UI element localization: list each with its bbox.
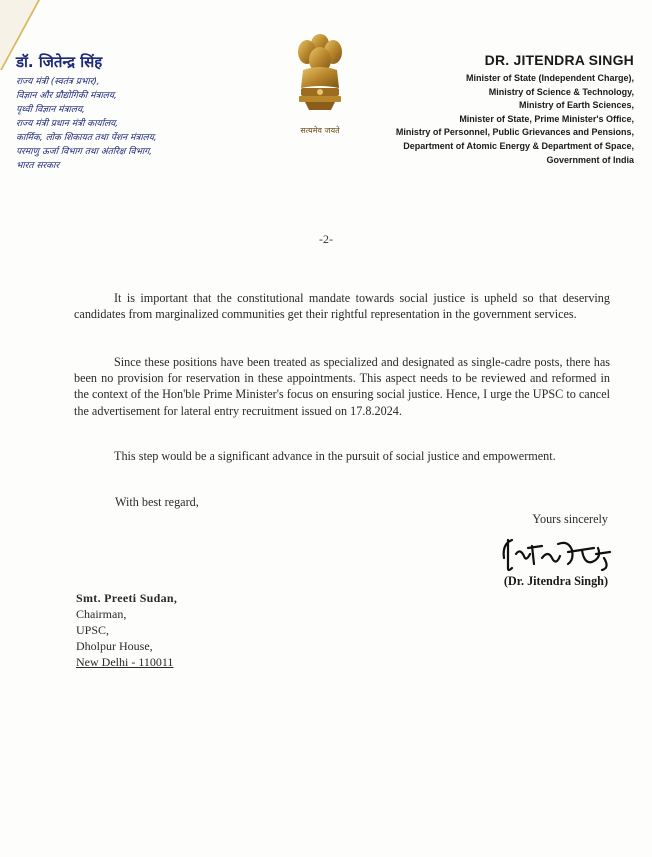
regards-line: With best regard, [115,495,199,509]
paragraph-text: It is important that the constitutional mandate towards social justice is upheld so that deserving candidates from marginalized communities get their rightful representation in the government services. [74,291,610,322]
closing-salutation: Yours sincerely [532,512,608,526]
hindi-designation-line: भारत सरकार [15,161,60,171]
english-designation-line: Minister of State, Prime Minister's Office, [459,113,634,124]
addressee-name: Smt. Preeti Sudan, [76,591,178,605]
signatory-name: (Dr. Jitendra Singh) [503,574,608,588]
english-designation-line: Minister of State (Independent Charge), [465,73,634,83]
hindi-designation-line: परमाणु ऊर्जा विभाग तथा अंतरिक्ष विभाग, [15,147,153,157]
body-paragraph [74,448,610,464]
english-letterhead [334,52,634,167]
addressee-line: Dholpur House, [76,639,153,653]
hindi-designation-line: राज्य मंत्री (स्वतंत्र प्रभार), [15,77,100,87]
addressee-city: New Delhi - 110011 [76,655,174,669]
hindi-designation-line: विज्ञान और प्रौद्योगिकी मंत्रालय, [15,91,118,101]
english-designation-line: Department of Atomic Energy & Department of Space, [403,140,634,151]
body-paragraph [74,354,610,419]
english-minister-name: DR. JITENDRA SINGH [484,52,634,68]
body-paragraph [74,290,610,322]
hindi-minister-name: डॉ. जितेन्द्र सिंह [16,53,103,71]
english-designation-line: Ministry of Science & Technology, [488,86,634,97]
addressee-line: UPSC, [76,623,110,637]
handwritten-signature [498,528,618,578]
paragraph-text: This step would be a significant advance in the pursuit of social justice and empowerment. [114,449,556,463]
hindi-designation-line: राज्य मंत्री प्रधान मंत्री कार्यालय, [15,119,119,129]
english-designation-line: Ministry of Personnel, Public Grievances and Pensions, [395,127,634,138]
paragraph-text: Since these positions have been treated as specialized and designated as single-cadre posts, there has been no provision for reservation in these appointments. This aspect needs to be reviewed and reformed in the context of the Hon'ble Prime Minister's focus on ensuring social justice. Hence, I urge the UPSC to cancel the advertisement for lateral entry recruitment issued on 17.8.2024. [74,355,610,418]
page-number: -2- [319,232,333,246]
english-designation-line: Government of India [546,154,634,165]
hindi-designation-line: कार्मिक, लोक शिकायत तथा पेंशन मंत्रालय, [15,133,158,143]
addressee-line: Chairman, [76,607,127,621]
english-designation-line: Ministry of Earth Sciences, [518,100,634,111]
hindi-letterhead [16,52,216,173]
emblem-motto: सत्यमेव जयते [300,126,340,135]
addressee-block [76,590,177,670]
hindi-designation-line: पृथ्वी विज्ञान मंत्रालय, [15,105,86,115]
